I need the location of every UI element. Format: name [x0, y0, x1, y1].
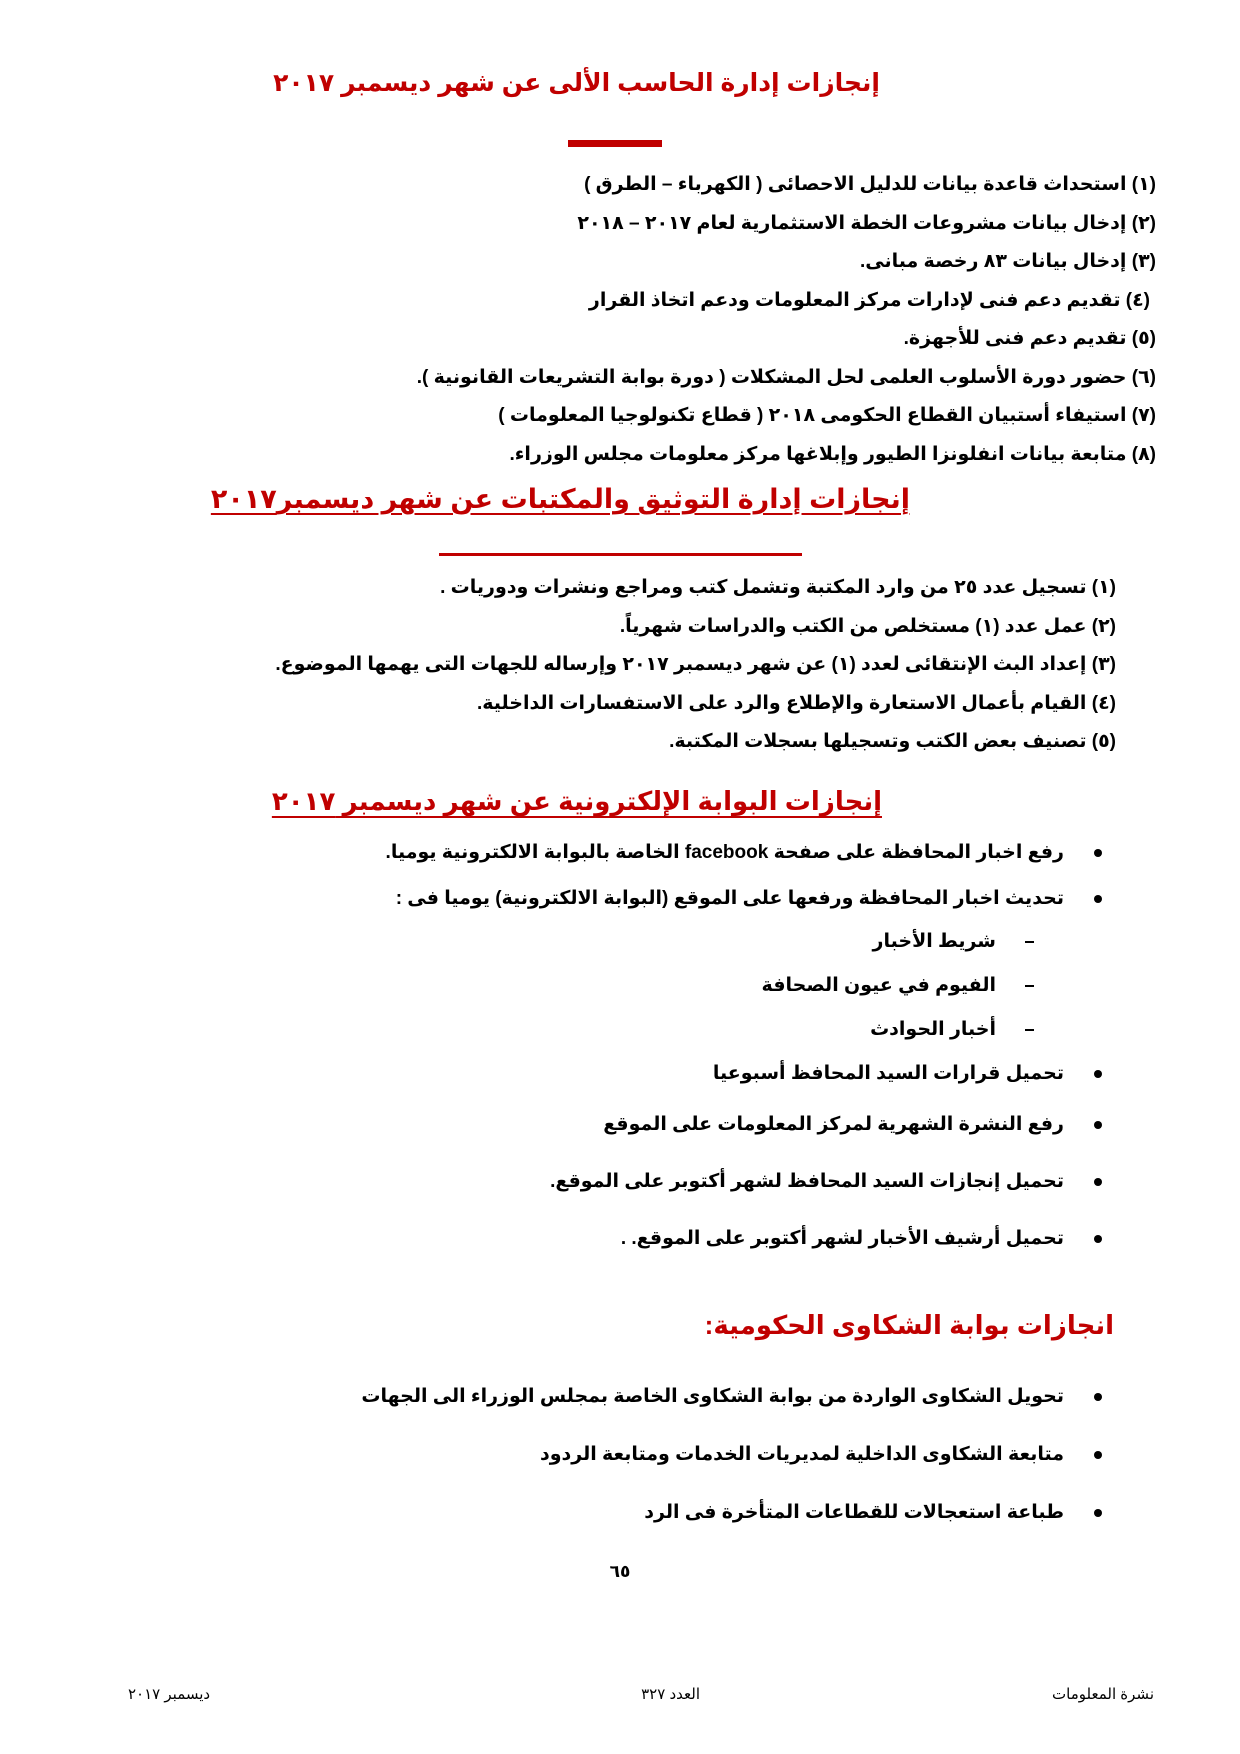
list-item: (٧) استيفاء أستبيان القطاع الحكومى ٢٠١٨ ( قطاع تكنولوجيا المعلومات ) — [498, 405, 1156, 426]
library-achievements-list — [275, 569, 1116, 762]
list-item-text: طباعة استعجالات للقطاعات المتأخرة فى الرد — [644, 1502, 1064, 1523]
list-item-text: تحميل قرارات السيد المحافظ أسبوعيا — [712, 1063, 1064, 1084]
bullet-icon — [1094, 895, 1102, 903]
list-item: (٤) تقديم دعم فنى لإدارات مركز المعلومات ودعم اتخاذ القرار — [588, 289, 1150, 311]
section-title-computer: إنجازات إدارة الحاسب الألى عن شهر ديسمبر ٢٠١٧ — [273, 69, 880, 97]
bullet-icon — [1094, 1178, 1102, 1186]
list-item — [361, 1368, 1064, 1426]
list-item — [386, 878, 1064, 920]
dash-icon — [1025, 1029, 1034, 1031]
bullet-icon — [1094, 1393, 1102, 1401]
list-item-text: أخبار الحوادث — [870, 1019, 996, 1040]
list-item-text: تحميل أرشيف الأخبار لشهر أكتوبر على الموقع. . — [620, 1228, 1064, 1249]
list-item — [386, 1210, 1064, 1267]
list-item: (١) استحداث قاعدة بيانات للدليل الاحصائى ( الكهرباء – الطرق ) — [584, 174, 1156, 195]
list-item — [361, 1426, 1064, 1484]
list-item-text: رفع اخبار المحافظة على صفحة facebook الخاصة بالبوابة الالكترونية يوميا. — [385, 842, 1064, 863]
section-title-complaints: انجازات بوابة الشكاوى الحكومية: — [704, 1310, 1114, 1340]
bullet-icon — [1094, 1451, 1102, 1459]
list-item — [361, 1484, 1064, 1542]
list-item — [386, 1052, 1064, 1096]
bullet-icon — [1094, 1235, 1102, 1243]
title-rule-computer — [568, 140, 662, 147]
list-item: (٢) عمل عدد (١) مستخلص من الكتب والدراسات شهرياً. — [619, 615, 1116, 637]
list-item-text: تحديث اخبار المحافظة ورفعها على الموقع (البوابة الالكترونية) يوميا فى : — [395, 888, 1064, 909]
dash-icon — [1025, 985, 1034, 987]
list-item-text: الفيوم في عيون الصحافة — [761, 975, 996, 996]
footer-issue-number: العدد ٣٢٧ — [641, 1686, 700, 1703]
list-item-text: متابعة الشكاوى الداخلية لمديريات الخدمات ومتابعة الردود — [539, 1444, 1064, 1465]
list-item — [386, 1096, 1064, 1153]
list-item: (٦) حضور دورة الأسلوب العلمى لحل المشكلات ( دورة بوابة التشريعات القانونية ). — [416, 366, 1156, 388]
page-number: ٦٥ — [609, 1562, 631, 1581]
bullet-icon — [1094, 849, 1102, 857]
title-rule-library — [439, 553, 802, 556]
sub-list-item — [386, 920, 996, 964]
section-title-portal: إنجازات البوابة الإلكترونية عن شهر ديسمبر ٢٠١٧ — [271, 786, 882, 816]
bullet-icon — [1094, 1121, 1102, 1129]
portal-achievements-list — [386, 832, 1064, 1267]
list-item-text: رفع النشرة الشهرية لمركز المعلومات على الموقع — [603, 1114, 1064, 1135]
list-item — [386, 1153, 1064, 1210]
list-item: (٥) تقديم دعم فنى للأجهزة. — [903, 328, 1156, 349]
list-item-text: تحويل الشكاوى الواردة من بوابة الشكاوى الخاصة بمجلس الوزراء الى الجهات — [361, 1386, 1064, 1407]
footer-date: ديسمبر ٢٠١٧ — [128, 1686, 211, 1703]
dash-icon — [1025, 941, 1034, 943]
bullet-icon — [1094, 1509, 1102, 1517]
list-item: (٥) تصنيف بعض الكتب وتسجيلها بسجلات المكتبة. — [669, 731, 1116, 752]
list-item-text: تحميل إنجازات السيد المحافظ لشهر أكتوبر على الموقع. — [550, 1171, 1064, 1192]
sub-list-item — [386, 1008, 996, 1052]
complaints-achievements-list — [361, 1368, 1064, 1542]
list-item: (٣) إعداد البث الإنتقائى لعدد (١) عن شهر ديسمبر ٢٠١٧ وإرساله للجهات التى يهمها الموضوع. — [275, 654, 1116, 675]
sub-list-item — [386, 964, 996, 1008]
list-item: (١) تسجيل عدد ٢٥ من وارد المكتبة وتشمل كتب ومراجع ونشرات ودوريات . — [440, 577, 1116, 598]
list-item: (٣) إدخال بيانات ٨٣ رخصة مبانى. — [859, 251, 1156, 272]
footer-publication-name: نشرة المعلومات — [1052, 1686, 1154, 1703]
list-item — [386, 832, 1064, 874]
list-item-text: شريط الأخبار — [872, 931, 996, 952]
bullet-icon — [1094, 1070, 1102, 1078]
computer-achievements-list — [417, 166, 1156, 474]
section-title-library: إنجازات إدارة التوثيق والمكتبات عن شهر ديسمبر٢٠١٧ — [210, 484, 910, 514]
list-item: (٢) إدخال بيانات مشروعات الخطة الاستثمارية لعام ٢٠١٧ – ٢٠١٨ — [577, 212, 1156, 234]
list-item: (٤) القيام بأعمال الاستعارة والإطلاع والرد على الاستفسارات الداخلية. — [476, 692, 1116, 714]
list-item: (٨) متابعة بيانات انفلونزا الطيور وإبلاغها مركز معلومات مجلس الوزراء. — [509, 443, 1156, 465]
